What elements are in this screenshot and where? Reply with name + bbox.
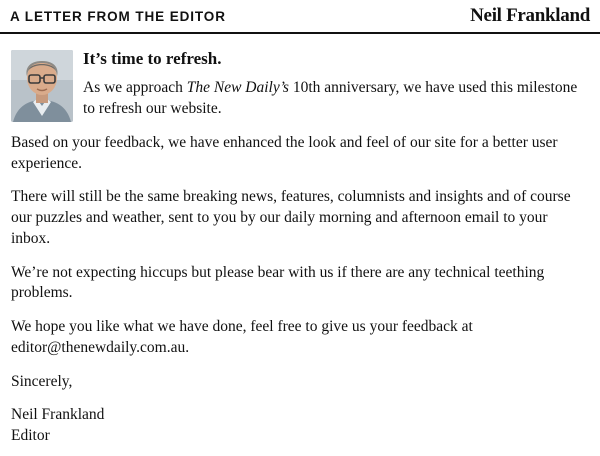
signature-block [11, 405, 589, 447]
header-kicker: A LETTER FROM THE EDITOR [10, 8, 226, 24]
portrait-icon [11, 50, 73, 122]
page-title: It’s time to refresh. [83, 49, 222, 68]
paragraph-1-text-a: As we approach [83, 79, 187, 97]
publication-name: The New Daily’s [186, 79, 289, 97]
signature-title: Editor [11, 427, 50, 445]
paragraph-4: We’re not expecting hiccups but please bear with us if there are any technical teething problems. [11, 263, 545, 302]
paragraph-2: Based on your feedback, we have enhanced the look and feel of our site for a better user experience. [11, 133, 558, 172]
paragraph-5: We hope you like what we have done, feel free to give us your feedback at editor@thenewdaily.com.au. [11, 318, 473, 356]
paragraph-3: There will still be the same breaking news, features, columnists and insights and of course our puzzles and weather, sent to you by our daily morning and afternoon email to your inbox. [11, 188, 571, 247]
avatar [11, 50, 73, 122]
page-header [0, 0, 600, 34]
signature-name: Neil Frankland [11, 406, 105, 424]
letter-body [0, 34, 600, 447]
sign-off: Sincerely, [11, 372, 73, 390]
paragraph-1 [11, 78, 589, 120]
paragraph-1-text-b: 10th anniversary, we have used this milestone to refresh our website. [83, 79, 578, 118]
masthead-logo: Neil Frankland [470, 5, 590, 26]
